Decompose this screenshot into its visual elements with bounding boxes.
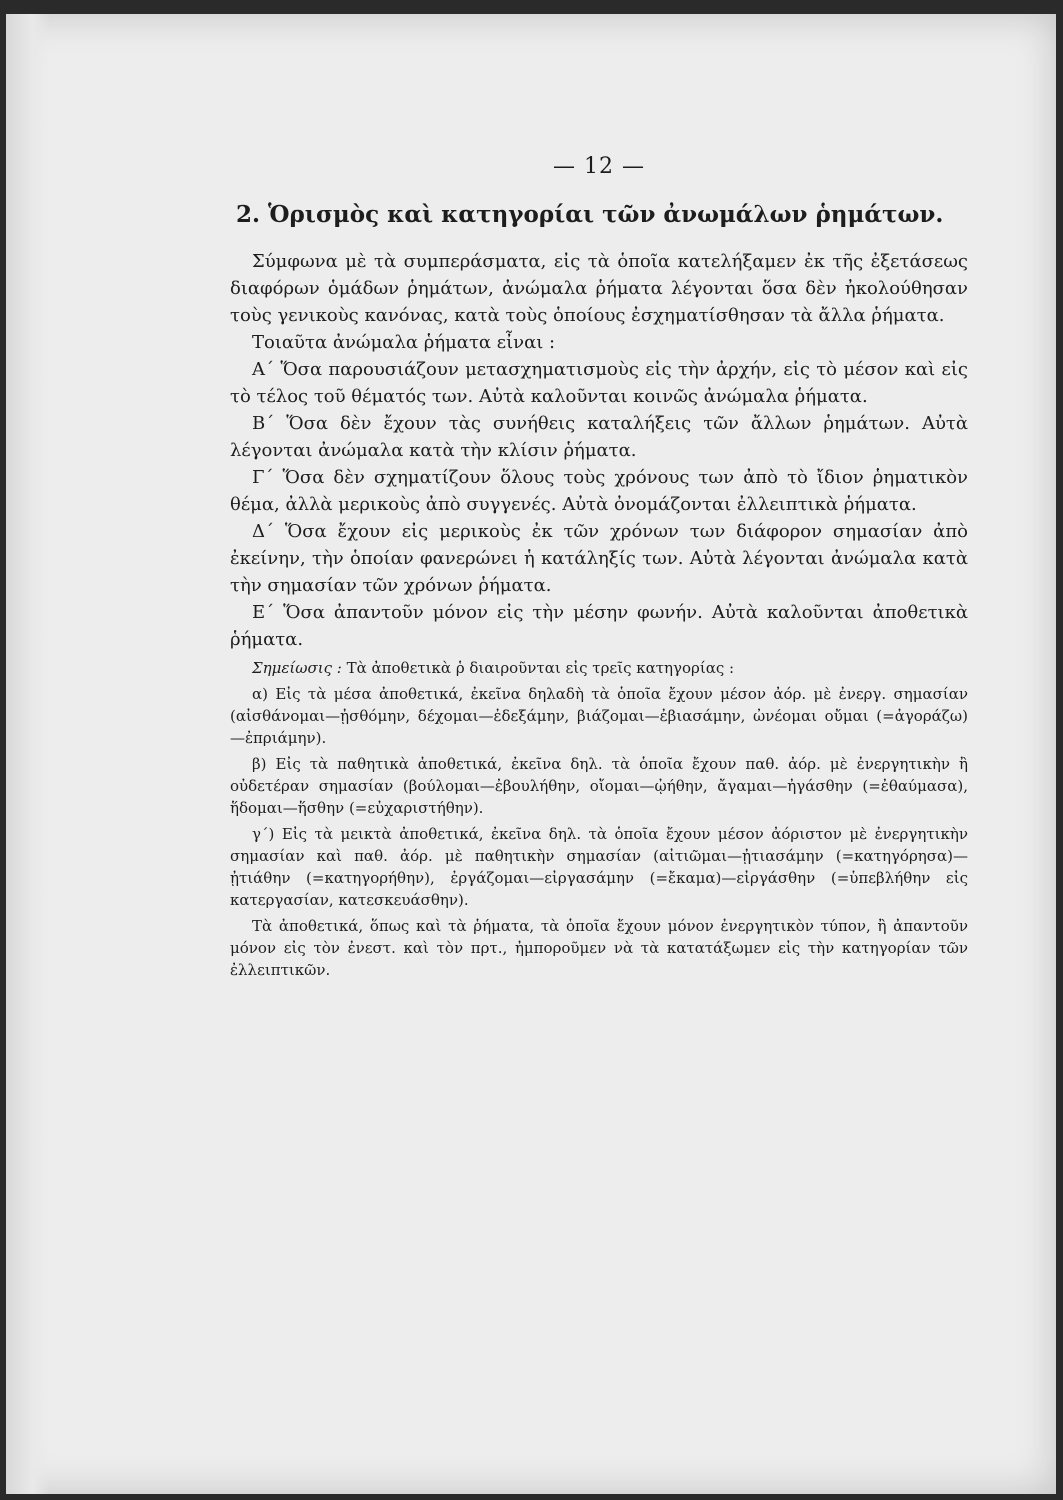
paragraph-category-c: Γ΄ Ὅσα δὲν σχηματίζουν ὅλους τοὺς χρόνους των ἀπὸ τὸ ἴδιον ῥηματικὸν θέμα, ἀλλὰ μερικοὺς ἀπὸ συγγενές. Αὐτὰ ὀνομάζονται ἐλλειπτικὰ ῥήματα. [230, 467, 968, 515]
page-text [230, 154, 968, 981]
paragraph-category-a: Α΄ Ὅσα παρουσιάζουν μετασχηματισμοὺς εἰς τὴν ἀρχήν, εἰς τὸ μέσον καὶ εἰς τὸ τέλος τοῦ θέματός των. Αὐτὰ καλοῦνται κοινῶς ἀνώμαλα ῥήματα. [230, 359, 968, 407]
paragraph-category-d: Δ΄ Ὅσα ἔχουν εἰς μερικοὺς ἐκ τῶν χρόνων των διάφορον σημασίαν ἀπὸ ἐκείνην, τὴν ὁποίαν φανερώνει ἡ κατάληξίς των. Αὐτὰ λέγονται ἀνώμαλα κατὰ τὴν σημασίαν τῶν χρόνων ῥήματα. [230, 521, 968, 596]
note-item-a: α) Εἰς τὰ μέσα ἀποθετικά, ἐκεῖνα δηλαδὴ τὰ ὁποῖα ἔχουν μέσον ἀόρ. μὲ ἐνεργ. σημασίαν (αἰσθάνομαι—ᾐσθόμην, δέχομαι—ἐδεξάμην, βιάζομαι—ἐβιασάμην, ὠνέομαι οὔμαι (=ἀγοράζω)—ἐπριάμην). [230, 685, 968, 747]
paragraph-category-b: Β΄ Ὅσα δὲν ἔχουν τὰς συνήθεις καταλήξεις τῶν ἄλλων ῥημάτων. Αὐτὰ λέγονται ἀνώμαλα κατὰ τὴν κλίσιν ῥήματα. [230, 413, 968, 461]
paragraph-category-e: Ε΄ Ὅσα ἀπαντοῦν μόνον εἰς τὴν μέσην φωνήν. Αὐτὰ καλοῦνται ἀποθετικὰ ῥήματα. [230, 602, 968, 650]
note-conclusion: Τὰ ἀποθετικά, ὅπως καὶ τὰ ῥήματα, τὰ ὁποῖα ἔχουν μόνον ἐνεργητικὸν τύπον, ἢ ἀπαντοῦν μόνον εἰς τὸν ἐνεστ. καὶ τὸν πρτ., ἠμποροῦμεν νὰ τὰ κατατάξωμεν εἰς τὴν κατηγορίαν τῶν ἐλλειπτικῶν. [230, 917, 968, 979]
page-number: — 12 — [553, 154, 645, 179]
page-edge-shadow [6, 14, 50, 1494]
note-heading [230, 657, 968, 679]
note-item-c: γ΄) Εἰς τὰ μεικτὰ ἀποθετικά, ἐκεῖνα δηλ. τὰ ὁποῖα ἔχουν μέσον ἀόριστον μὲ ἐνεργητικὴν σημασίαν καὶ παθ. ἀόρ. μὲ παθητικὴν σημασίαν (αἰτιῶμαι—ᾐτιασάμην (=κατηγόρησα)—ᾐτιάθην (=κατηγορήθην), ἐργάζομαι—εἰργασάμην (=ἔκαμα)—εἰργάσθην (=ὑπεβλήθην εἰς κατεργασίαν, κατεσκευάσθην). [230, 825, 968, 909]
section-title: 2. Ὁρισμὸς καὶ κατηγορίαι τῶν ἀνωμάλων ῥημάτων. [236, 201, 944, 228]
paragraph-list-intro: Τοιαῦτα ἀνώμαλα ῥήματα εἶναι : [252, 332, 556, 353]
book-page [6, 14, 1056, 1494]
note-intro: Τὰ ἀποθετικὰ ῥ διαιροῦνται εἰς τρεῖς κατηγορίας : [346, 659, 735, 677]
note-item-b: β) Εἰς τὰ παθητικὰ ἀποθετικά, ἐκεῖνα δηλ. τὰ ὁποῖα ἔχουν παθ. ἀόρ. μὲ ἐνεργητικὴν ἢ οὐδετέραν σημασίαν (βούλομαι—ἐβουλήθην, οἴομαι—ᾠήθην, ἄγαμαι—ἠγάσθην (=ἐθαύμασα), ἥδομαι—ἥσθην (=εὐχαριστήθην). [230, 755, 968, 817]
note-lead: Σημείωσις : [252, 659, 342, 677]
paragraph-intro: Σύμφωνα μὲ τὰ συμπεράσματα, εἰς τὰ ὁποῖα κατελήξαμεν ἐκ τῆς ἐξετάσεως διαφόρων ὁμάδων ῥημάτων, ἀνώμαλα ῥήματα λέγονται ὅσα δὲν ἠκολούθησαν τοὺς γενικοὺς κανόνας, κατὰ τοὺς ὁποίους ἐσχηματίσθησαν τὰ ἄλλα ῥήματα. [230, 251, 968, 326]
